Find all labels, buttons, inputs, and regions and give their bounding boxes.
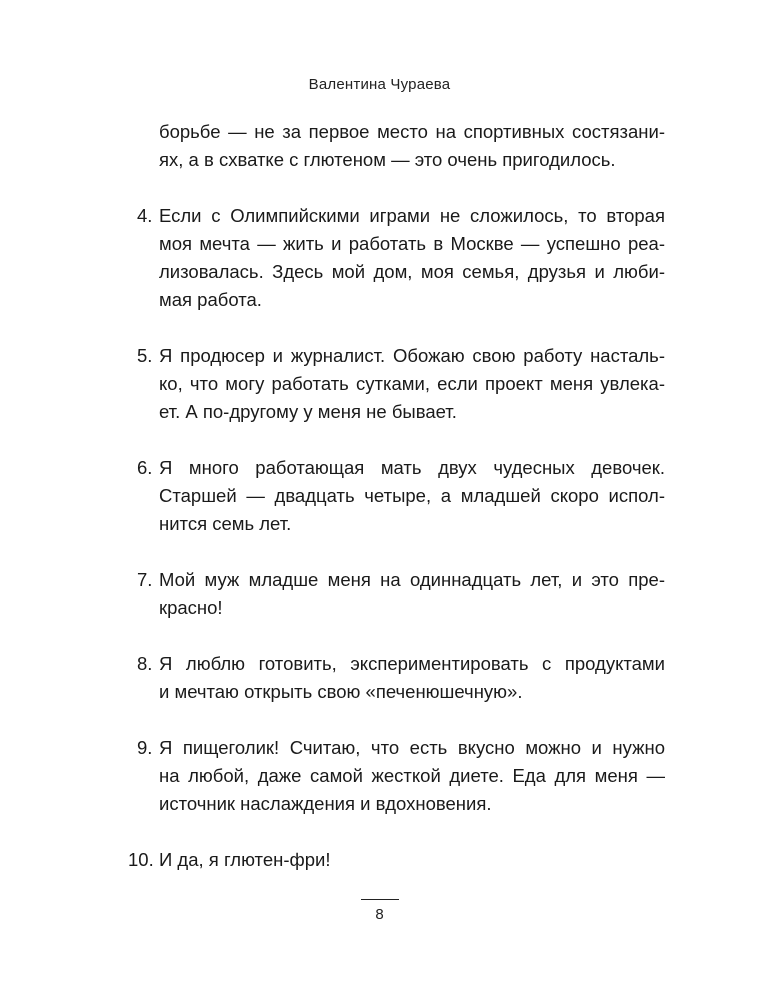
text-line: Я много работающая мать двух чудесных девочек. xyxy=(159,457,665,478)
list-item-number: 7. xyxy=(137,569,153,590)
list-item-text xyxy=(159,202,665,314)
page-body xyxy=(128,118,665,874)
text-line: Я продюсер и журналист. Обожаю свою работу насталь- xyxy=(159,345,665,366)
text-line: мая работа. xyxy=(159,289,262,310)
list-item-number: 10. xyxy=(128,849,154,870)
page-number: 8 xyxy=(375,906,384,923)
text-line: Старшей — двадцать четыре, а младшей скоро испол- xyxy=(159,485,665,506)
text-line: И да, я глютен-фри! xyxy=(159,849,331,870)
text-line: Мой муж младше меня на одиннадцать лет, и это пре- xyxy=(159,569,665,590)
text-line: нится семь лет. xyxy=(159,513,292,534)
text-line: красно! xyxy=(159,597,223,618)
list-item xyxy=(137,454,665,538)
continuation-paragraph xyxy=(137,118,665,174)
list-item-text xyxy=(159,846,665,874)
list-item-number: 8. xyxy=(137,653,153,674)
text-line: Я пищеголик! Считаю, что есть вкусно можно и нужно xyxy=(159,737,665,758)
text-line: на любой, даже самой жесткой диете. Еда для меня — xyxy=(159,765,665,786)
text-line: моя мечта — жить и работать в Москве — успешно реа- xyxy=(159,233,665,254)
list-item-text xyxy=(159,342,665,426)
text-line: Я люблю готовить, экспериментировать с продуктами xyxy=(159,653,665,674)
list-item-number: 6. xyxy=(137,457,153,478)
text-line: ет. А по-другому у меня не бывает. xyxy=(159,401,457,422)
list-item-text xyxy=(159,650,665,706)
list-item xyxy=(128,846,665,874)
list-item-text xyxy=(159,566,665,622)
text-line: лизовалась. Здесь мой дом, моя семья, друзья и люби- xyxy=(159,261,665,282)
text-line: борьбе — не за первое место на спортивных состязани- xyxy=(159,121,665,142)
list-item-number: 9. xyxy=(137,737,153,758)
list-item-number: 5. xyxy=(137,345,153,366)
running-header-author: Валентина Чураева xyxy=(308,76,451,93)
page-number-rule xyxy=(361,899,399,900)
text-line: и мечтаю открыть свою «печенюшечную». xyxy=(159,681,523,702)
text-line: ко, что могу работать сутками, если проект меня увлека- xyxy=(159,373,665,394)
list-item xyxy=(137,734,665,818)
text-line: Если с Олимпийскими играми не сложилось, то вторая xyxy=(159,205,665,226)
list-item xyxy=(137,650,665,706)
list-item-number: 4. xyxy=(137,205,153,226)
list-item-text xyxy=(159,454,665,538)
list-item xyxy=(137,566,665,622)
list-item xyxy=(137,342,665,426)
list-item xyxy=(137,202,665,314)
list-item-text xyxy=(159,734,665,818)
text-line: источник наслаждения и вдохновения. xyxy=(159,793,492,814)
text-line: ях, а в схватке с глютеном — это очень пригодилось. xyxy=(159,149,616,170)
